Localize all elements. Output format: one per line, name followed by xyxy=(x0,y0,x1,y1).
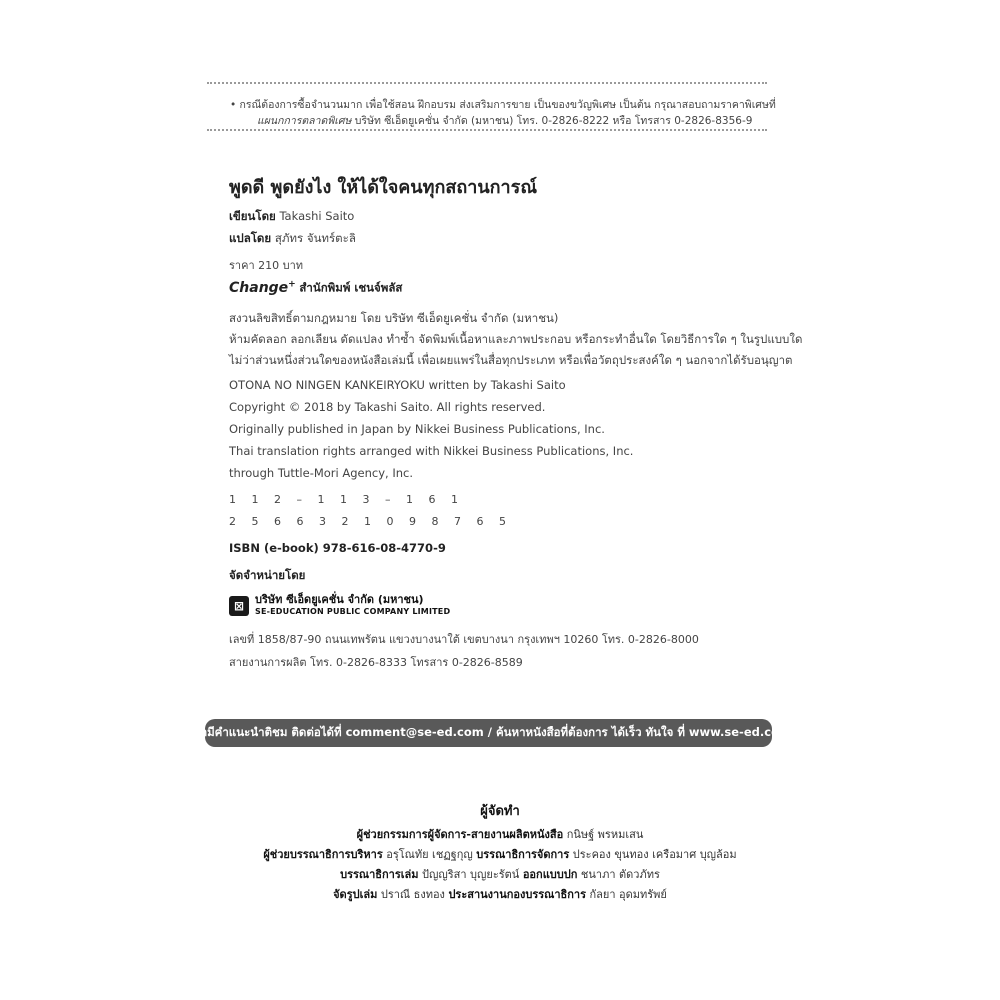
catalog-code-1: 1 1 2 – 1 1 3 – 1 6 1 xyxy=(229,493,464,506)
original-publisher-line: Originally published in Japan by Nikkei Business Publications, Inc. xyxy=(229,422,605,436)
book-title: พูดดี พูดยังไง ให้ได้ใจคนทุกสถานการณ์ xyxy=(229,177,538,198)
se-ed-logo-icon: ⊠ xyxy=(229,596,249,616)
publisher-name: สำนักพิมพ์ เชนจ์พลัส xyxy=(299,280,403,295)
author-line xyxy=(229,208,354,226)
production-contact: สายงานการผลิต โทร. 0-2826-8333 โทรสาร 0-2826-8589 xyxy=(229,656,523,669)
credit-name: ปัญญริสา บุญยะรัตน์ xyxy=(422,868,520,881)
credit-name: อรุโณทัย เชฏฐกุญ xyxy=(386,848,473,861)
credits-row-3 xyxy=(200,865,800,883)
note-contact: บริษัท ซีเอ็ดยูเคชั่น จำกัด (มหาชน) โทร. 0-2826-8222 หรือ โทรสาร 0-2826-8356-9 xyxy=(354,115,753,127)
dotted-divider-top xyxy=(207,82,767,84)
credit-name: กัลยา อุดมทรัพย์ xyxy=(589,888,667,901)
credit-role: ผู้ช่วยกรรมการผู้จัดการ-สายงานผลิตหนังสือ xyxy=(356,828,564,841)
credit-name: ปราณี ธงทอง xyxy=(380,888,445,901)
credit-role: บรรณาธิการเล่ม xyxy=(340,868,419,881)
price: ราคา 210 บาท xyxy=(229,259,304,272)
dotted-divider-bottom xyxy=(207,129,767,131)
rights-line-2: ห้ามคัดลอก ลอกเลียน ดัดแปลง ทำซ้ำ จัดพิมพ์เนื้อหาและภาพประกอบ หรือกระทำอื่นใด โดยวิธีการใด ๆ ในรูปแบบใด xyxy=(229,332,803,346)
credit-name: ประคอง ขุนทอง เครือมาศ บุญล้อม xyxy=(572,848,737,861)
original-title-line: OTONA NO NINGEN KANKEIRYOKU written by Takashi Saito xyxy=(229,378,566,392)
note-line-1: • กรณีต้องการซื้อจำนวนมาก เพื่อใช้สอน ฝึกอบรม ส่งเสริมการขาย เป็นของขวัญพิเศษ เป็นต้น กรุณาสอบถามราคาพิเศษที่ xyxy=(230,99,776,111)
credit-role: จัดรูปเล่ม xyxy=(333,888,378,901)
author-name: Takashi Saito xyxy=(279,209,355,223)
credit-name: กนิษฐ์ พรหมเสน xyxy=(566,828,644,841)
distributor-name-en: SE-EDUCATION PUBLIC COMPANY LIMITED xyxy=(255,607,451,616)
credit-role: ผู้ช่วยบรรณาธิการบริหาร xyxy=(263,848,383,861)
change-logo-text: Change xyxy=(229,279,289,296)
credits-title: ผู้จัดทำ xyxy=(480,804,520,819)
change-logo-plus: + xyxy=(288,279,296,289)
feedback-banner: หากมีคำแนะนำติชม ติดต่อได้ที่ comment@se-ed.com / ค้นหาหนังสือที่ต้องการ ได้เร็ว ทันใจ ที่ www.se-ed.com xyxy=(205,719,772,747)
copyright-line: Copyright © 2018 by Takashi Saito. All rights reserved. xyxy=(229,400,546,414)
author-label: เขียนโดย xyxy=(229,209,276,223)
credit-role: ประสานงานกองบรรณาธิการ xyxy=(448,888,586,901)
credits-row-1 xyxy=(200,825,800,843)
credit-role: บรรณาธิการจัดการ xyxy=(476,848,570,861)
note-line-2 xyxy=(257,112,752,129)
credits-row-4 xyxy=(200,885,800,903)
distributor-label: จัดจำหน่ายโดย xyxy=(229,568,306,582)
credit-name: ชนาภา ตัดวภัทร xyxy=(580,868,660,881)
note-special-dept: แผนกการตลาดพิเศษ xyxy=(257,115,352,127)
distributor-address: เลขที่ 1858/87-90 ถนนเทพรัตน แขวงบางนาใต้ เขตบางนา กรุงเทพฯ 10260 โทร. 0-2826-8000 xyxy=(229,633,699,646)
catalog-code-2: 2 5 6 6 3 2 1 0 9 8 7 6 5 xyxy=(229,515,512,528)
agency-line: through Tuttle-Mori Agency, Inc. xyxy=(229,466,414,480)
credits-row-2 xyxy=(200,845,800,863)
se-ed-logo xyxy=(229,594,450,618)
rights-line-3: ไม่ว่าส่วนหนึ่งส่วนใดของหนังสือเล่มนี้ เพื่อเผยแพร่ในสื่อทุกประเภท หรือเพื่อวัตถุประสงค์ใด ๆ นอกจากได้รับอนุญาต xyxy=(229,353,793,367)
credit-role: ออกแบบปก xyxy=(522,868,578,881)
isbn: ISBN (e-book) 978-616-08-4770-9 xyxy=(229,541,446,555)
translator-name: สุภัทร จันทร์ตะลิ xyxy=(274,231,356,245)
translation-rights-line: Thai translation rights arranged with Nikkei Business Publications, Inc. xyxy=(229,444,634,458)
rights-line-1: สงวนลิขสิทธิ์ตามกฎหมาย โดย บริษัท ซีเอ็ดยูเคชั่น จำกัด (มหาชน) xyxy=(229,311,559,325)
translator-line xyxy=(229,230,356,248)
distributor-name-th: บริษัท ซีเอ็ดยูเคชั่น จำกัด (มหาชน) xyxy=(255,593,424,606)
publisher-line xyxy=(229,279,402,298)
change-plus-logo xyxy=(229,280,296,296)
translator-label: แปลโดย xyxy=(229,231,272,245)
